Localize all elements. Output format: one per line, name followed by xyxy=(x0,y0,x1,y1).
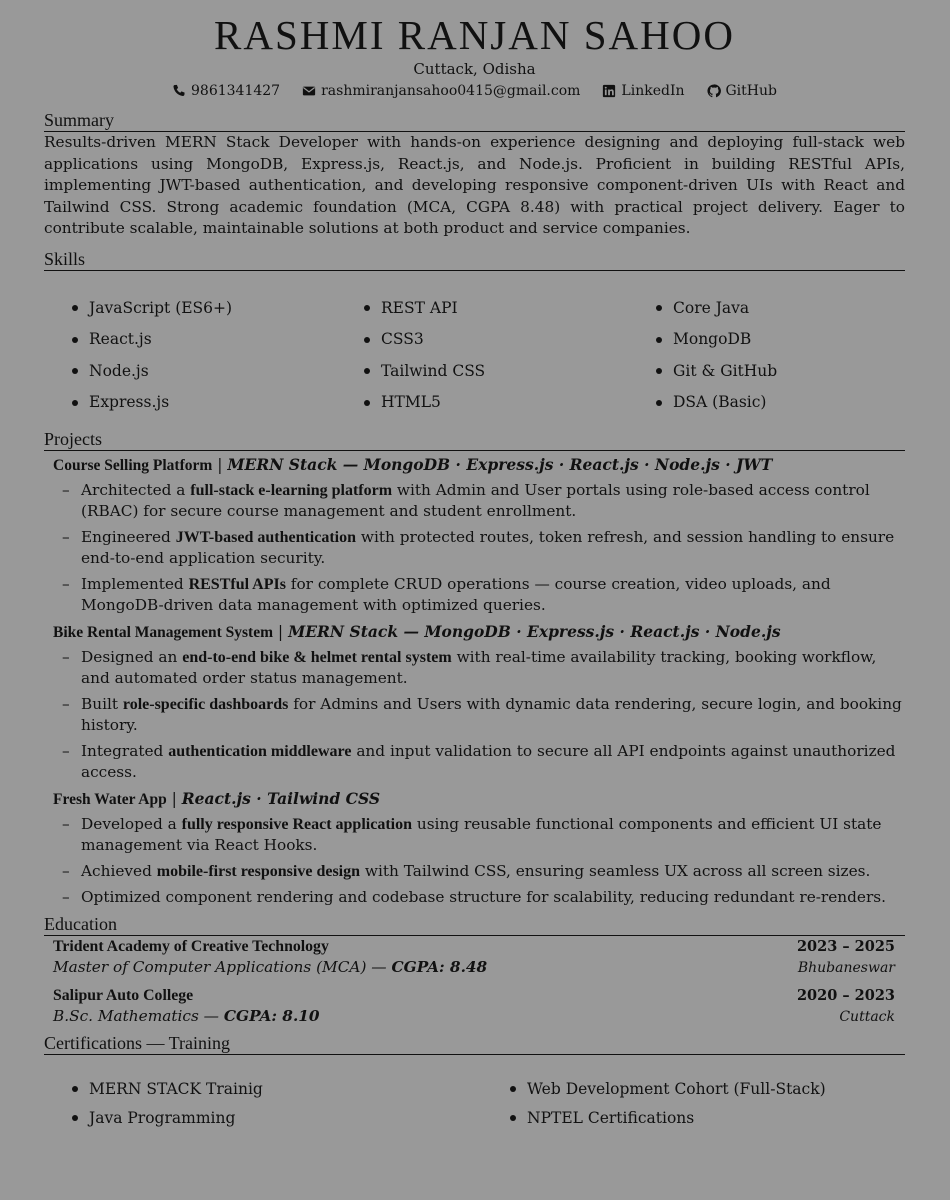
dash-icon: – xyxy=(62,814,70,833)
degree xyxy=(53,957,487,978)
section-title-education: Education xyxy=(44,913,905,936)
certification-item xyxy=(510,1104,910,1133)
separator: | xyxy=(212,455,228,474)
skill-item xyxy=(656,356,933,388)
dash-icon: – xyxy=(62,694,70,713)
bullet-text: Engineered xyxy=(81,527,176,546)
project-bullet xyxy=(62,814,905,856)
bullet-highlight: mobile-first responsive design xyxy=(156,862,361,880)
skill-item xyxy=(656,387,933,419)
skill-item xyxy=(364,387,656,419)
bullet-text: with Tailwind CSS, ensuring seamless UX across all screen sizes. xyxy=(360,861,871,880)
bullet-icon xyxy=(656,368,662,374)
school-name: Trident Academy of Creative Technology xyxy=(53,937,329,955)
degree-gpa: CGPA: 8.48 xyxy=(391,957,488,976)
section-title-projects: Projects xyxy=(44,428,905,451)
education-row xyxy=(53,936,895,957)
bullet-icon xyxy=(510,1115,516,1121)
email-address: rashmiranjansahoo0415@gmail.com xyxy=(321,83,581,99)
bullet-highlight: role-specific dashboards xyxy=(122,695,289,713)
degree xyxy=(53,1006,320,1027)
certification-item xyxy=(510,1075,910,1104)
project-bullet xyxy=(62,741,905,783)
envelope-icon xyxy=(302,84,316,98)
dash-icon: – xyxy=(62,861,70,880)
dash-icon: – xyxy=(62,574,70,593)
bullet-icon xyxy=(72,305,78,311)
bullet-icon xyxy=(72,1086,78,1092)
education-place: Cuttack xyxy=(839,1008,895,1025)
project-name: Bike Rental Management System xyxy=(53,623,273,641)
bullet-icon xyxy=(364,305,370,311)
bullet-icon xyxy=(364,368,370,374)
degree-name: Master of Computer Applications (MCA) — xyxy=(53,957,392,976)
section-title-summary: Summary xyxy=(44,109,905,132)
skill-label: CSS3 xyxy=(381,330,424,349)
skill-item xyxy=(72,387,364,419)
bullet-text: Optimized component rendering and codebase structure for scalability, reducing redundant re-renders. xyxy=(81,887,887,906)
dash-icon: – xyxy=(62,887,70,906)
bullet-icon xyxy=(656,400,662,406)
section-title-skills: Skills xyxy=(44,248,905,271)
bullet-text: with real-time availability tracking, booking workflow, and automated order status management. xyxy=(81,647,877,687)
separator: | xyxy=(273,622,289,641)
bullet-text: Developed a xyxy=(81,814,182,833)
bullet-icon xyxy=(364,337,370,343)
bullet-highlight: authentication middleware xyxy=(168,742,352,760)
bullet-icon xyxy=(364,400,370,406)
github-icon xyxy=(707,84,721,98)
project-name: Fresh Water App xyxy=(53,790,167,808)
contact-email[interactable] xyxy=(302,82,580,100)
phone-icon xyxy=(172,84,186,98)
project-heading xyxy=(44,454,905,476)
bullet-text: with protected routes, token refresh, and session handling to ensure end-to-end application security. xyxy=(81,527,895,567)
skill-label: Express.js xyxy=(89,393,170,412)
project-stack: MERN Stack — MongoDB · Express.js · React.js · Node.js · JWT xyxy=(227,454,773,474)
skills-list xyxy=(44,293,905,419)
bullet-text: using reusable functional components and efficient UI state management via React Hooks. xyxy=(81,814,882,854)
certifications-list xyxy=(44,1075,905,1133)
summary-text: Results-driven MERN Stack Developer with hands-on experience designing and deploying full-stack web applications using MongoDB, Express.js, React.js, and Node.js. Proficient in building RESTful APIs, implementing JWT-based authentication, and developing responsive component-driven UIs with React and Tailwind CSS. Strong academic foundation (MCA, CGPA 8.48) with practical project delivery. Eager to contribute scalable, maintainable solutions at both product and service companies. xyxy=(44,133,905,237)
degree-name: B.Sc. Mathematics — xyxy=(53,1006,224,1025)
bullet-text: Built xyxy=(81,694,123,713)
project-stack: MERN Stack — MongoDB · Express.js · React.js · Node.js xyxy=(288,621,781,641)
projects-list xyxy=(44,454,905,908)
education-place: Bhubaneswar xyxy=(797,959,895,976)
bullet-icon xyxy=(656,305,662,311)
skill-label: Tailwind CSS xyxy=(381,361,486,380)
project-bullets xyxy=(44,814,905,908)
bullet-text: with Admin and User portals using role-based access control (RBAC) for secure course management and student enrollment. xyxy=(81,480,870,520)
linkedin-link: LinkedIn xyxy=(621,83,685,99)
contact-phone[interactable] xyxy=(172,82,280,100)
education-entry xyxy=(53,985,895,1028)
dash-icon: – xyxy=(62,741,70,760)
bullet-icon xyxy=(72,337,78,343)
project-bullet xyxy=(62,861,905,882)
skill-item xyxy=(364,324,656,356)
skill-item xyxy=(72,293,364,325)
linkedin-icon xyxy=(602,84,616,98)
bullet-icon xyxy=(72,368,78,374)
education-row xyxy=(53,1006,895,1028)
bullet-text: Achieved xyxy=(81,861,157,880)
education-entry xyxy=(53,936,895,979)
project-bullet xyxy=(62,480,905,522)
project-name: Course Selling Platform xyxy=(53,456,213,474)
dash-icon: – xyxy=(62,527,70,546)
bullet-text: Designed an xyxy=(81,647,183,666)
phone-number: 9861341427 xyxy=(191,83,281,99)
project-bullet xyxy=(62,887,905,908)
project-bullet xyxy=(62,574,905,616)
education-years: 2020 – 2023 xyxy=(796,986,895,1004)
certification-label: MERN STACK Trainig xyxy=(89,1079,263,1098)
skill-item xyxy=(656,293,933,325)
skill-item xyxy=(656,324,933,356)
education-row xyxy=(53,957,895,979)
github-link: GitHub xyxy=(725,83,777,99)
bullet-text: for Admins and Users with dynamic data rendering, secure login, and booking history. xyxy=(81,694,902,734)
contact-linkedin[interactable] xyxy=(602,82,684,100)
bullet-highlight: fully responsive React application xyxy=(181,815,412,833)
candidate-name: RASHMI RANJAN SAHOO xyxy=(214,12,735,58)
school-name: Salipur Auto College xyxy=(53,986,194,1004)
bullet-text: and input validation to secure all API endpoints against unauthorized access. xyxy=(81,741,896,781)
certification-item xyxy=(72,1104,510,1133)
contact-bar xyxy=(44,82,905,100)
project-bullet xyxy=(62,694,905,736)
bullet-icon xyxy=(510,1086,516,1092)
contact-github[interactable] xyxy=(707,82,777,100)
skill-label: MongoDB xyxy=(673,330,752,349)
section-title-certifications: Certifications — Training xyxy=(44,1032,905,1055)
skill-label: JavaScript (ES6+) xyxy=(89,298,233,317)
bullet-text: for complete CRUD operations — course creation, video uploads, and MongoDB-driven data management with optimized queries. xyxy=(81,574,831,614)
bullet-highlight: RESTful APIs xyxy=(188,575,286,593)
dash-icon: – xyxy=(62,647,70,666)
skill-item xyxy=(364,356,656,388)
project-stack: React.js · Tailwind CSS xyxy=(181,788,381,808)
certification-label: NPTEL Certifications xyxy=(527,1108,695,1127)
skill-label: Node.js xyxy=(89,361,149,380)
certification-item xyxy=(72,1075,510,1104)
skill-item xyxy=(72,324,364,356)
project-heading xyxy=(44,621,905,643)
project-heading xyxy=(44,788,905,810)
bullet-icon xyxy=(72,1115,78,1121)
skill-label: Git & GitHub xyxy=(673,361,778,380)
project-bullets xyxy=(44,647,905,783)
certification-label: Web Development Cohort (Full-Stack) xyxy=(527,1079,826,1098)
bullet-icon xyxy=(656,337,662,343)
location: Cuttack, Odisha xyxy=(413,60,536,78)
project-bullet xyxy=(62,527,905,569)
bullet-highlight: JWT-based authentication xyxy=(175,528,357,546)
project-bullets xyxy=(44,480,905,616)
skill-label: Core Java xyxy=(673,298,750,317)
education-row xyxy=(53,985,895,1006)
resume-page xyxy=(44,0,905,1133)
project-bullet xyxy=(62,647,905,689)
degree-gpa: CGPA: 8.10 xyxy=(223,1006,320,1025)
skill-label: REST API xyxy=(381,298,458,317)
dash-icon: – xyxy=(62,480,70,499)
bullet-icon xyxy=(72,400,78,406)
skill-label: DSA (Basic) xyxy=(673,393,767,412)
bullet-text: Integrated xyxy=(81,741,169,760)
skill-label: HTML5 xyxy=(381,393,441,412)
skill-label: React.js xyxy=(89,330,152,349)
education-years: 2023 – 2025 xyxy=(796,937,895,955)
bullet-text: Architected a xyxy=(81,480,191,499)
certification-label: Java Programming xyxy=(89,1108,236,1127)
education-list xyxy=(44,936,905,1028)
bullet-text: Implemented xyxy=(81,574,189,593)
skill-item xyxy=(72,356,364,388)
separator: | xyxy=(166,789,182,808)
skill-item xyxy=(364,293,656,325)
bullet-highlight: full-stack e-learning platform xyxy=(190,481,393,499)
bullet-highlight: end-to-end bike & helmet rental system xyxy=(182,648,452,666)
